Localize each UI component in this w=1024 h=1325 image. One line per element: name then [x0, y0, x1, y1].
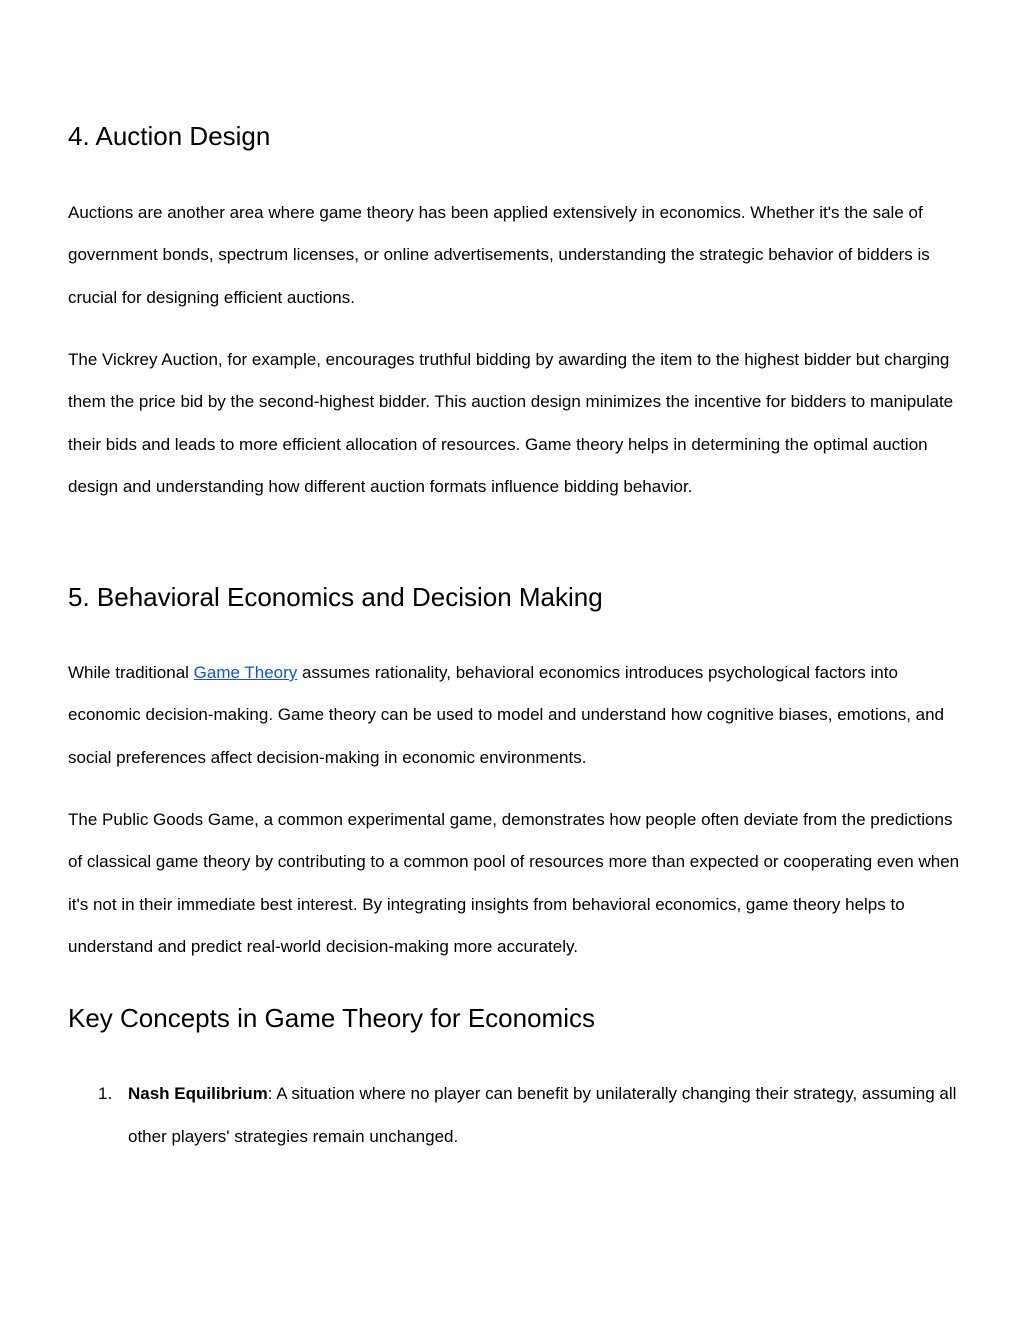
game-theory-link[interactable]: Game Theory [193, 663, 298, 682]
list-item-number: 1. [98, 1084, 113, 1103]
paragraph-text-after-link: assumes rationality, behavioral economics introduces psychological factors into economic decision-making. Game theory can be used to model and understand how cognitive biases, emotions, and social preferences affect decision-making in economic environments. [68, 663, 945, 767]
paragraph-text-before-link: While traditional [68, 663, 194, 682]
paragraph-auction-intro: Auctions are another area where game theory has been applied extensively in economics. Whether it's the sale of government bonds, spectrum licenses, or online advertisements, understanding the strategic behavior of bidders is crucial for designing efficient auctions. [68, 203, 930, 307]
paragraph-behavioral-intro [68, 652, 960, 779]
section-heading-auction-design: 4. Auction Design [68, 121, 271, 151]
section-heading-behavioral-economics: 5. Behavioral Economics and Decision Making [68, 582, 603, 612]
list-item-definition: : A situation where no player can benefit by unilaterally changing their strategy, assuming all other players' strategies remain unchanged. [128, 1084, 957, 1146]
list-item [68, 1073, 960, 1158]
paragraph-vickrey-auction: The Vickrey Auction, for example, encourages truthful bidding by awarding the item to the highest bidder but charging them the price bid by the second-highest bidder. This auction design minimizes the incentive for bidders to manipulate their bids and leads to more efficient allocation of resources. Game theory helps in determining the optimal auction design and understanding how different auction formats influence bidding behavior. [68, 350, 954, 496]
section-heading-key-concepts: Key Concepts in Game Theory for Economics [68, 1003, 595, 1033]
key-concepts-list [68, 1073, 960, 1158]
list-item-term: Nash Equilibrium [128, 1084, 268, 1103]
paragraph-public-goods-game: The Public Goods Game, a common experimental game, demonstrates how people often deviate from the predictions of classical game theory by contributing to a common pool of resources more than expected or cooperating even when it's not in their immediate best interest. By integrating insights from behavioral economics, game theory helps to understand and predict real-world decision-making more accurately. [68, 810, 960, 956]
